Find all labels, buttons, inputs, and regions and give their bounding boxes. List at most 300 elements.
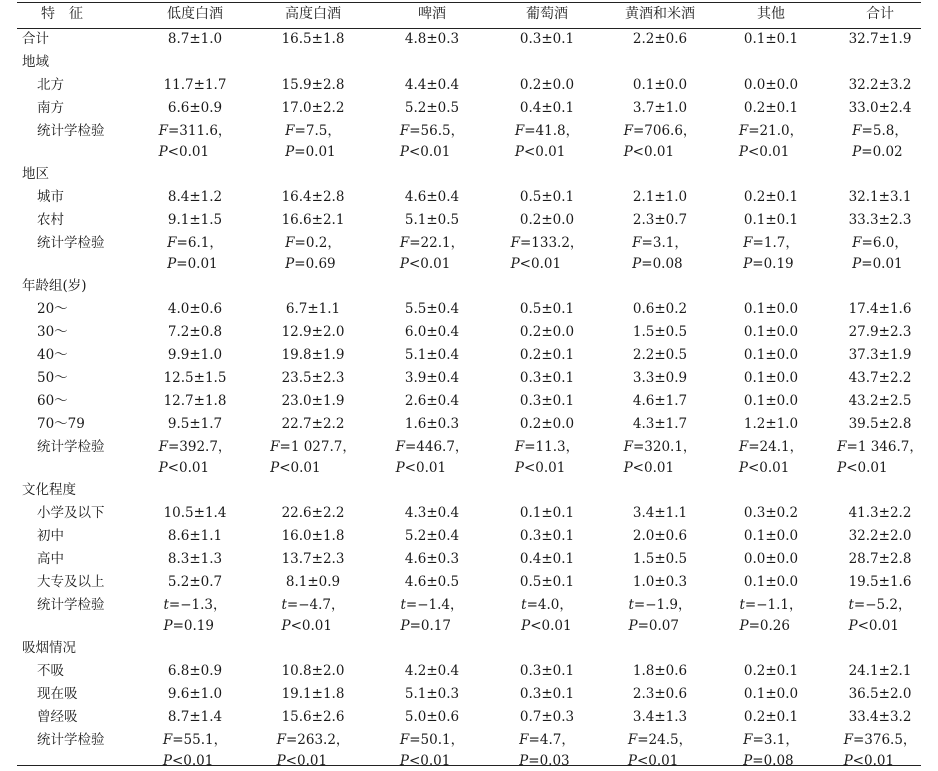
stat-symbol: F — [632, 235, 642, 251]
stat-cell — [396, 437, 469, 478]
stat-value: =320.1， — [632, 439, 697, 455]
p-value: <0.01 — [636, 752, 679, 769]
stat-value: =446.7， — [404, 439, 469, 455]
stat-cell — [163, 595, 226, 636]
stat-symbol: t — [281, 597, 287, 613]
stat-value: =0.2， — [294, 235, 341, 251]
stat-cell — [163, 730, 227, 771]
table-cell: 23.5±2.3 — [281, 370, 345, 386]
stat-value: =−1.1， — [744, 597, 803, 613]
table-cell: 5.2±0.5 — [404, 100, 460, 116]
table-cell: 24.1±2.1 — [848, 663, 912, 679]
stat-symbol: F — [738, 123, 749, 139]
stat-value: =1 346.7， — [846, 439, 923, 455]
stat-cell — [628, 730, 692, 771]
table-cell: 4.3±0.4 — [404, 505, 460, 521]
p-symbol: P — [510, 255, 520, 272]
table-cell: 4.6±1.7 — [632, 393, 688, 409]
table-cell: 8.1±0.9 — [285, 574, 341, 590]
p-value: =0.03 — [528, 752, 570, 769]
table-cell: 0.0±0.0 — [743, 77, 799, 93]
table-cell: 0.2±0.1 — [743, 189, 799, 205]
stat-cell — [739, 437, 803, 478]
table-cell: 4.4±0.4 — [404, 77, 460, 93]
p-symbol: P — [852, 255, 862, 272]
stat-symbol: F — [285, 235, 295, 251]
stat-symbol: F — [167, 235, 177, 251]
stat-symbol: F — [623, 439, 633, 455]
stat-cell — [848, 595, 911, 636]
stat-symbol: F — [399, 235, 410, 251]
table-cell: 0.3±0.1 — [519, 686, 575, 702]
row-label: 现在吸 — [37, 686, 78, 702]
table-cell: 1.2±1.0 — [743, 416, 799, 432]
table-cell: 5.5±0.4 — [404, 301, 460, 317]
table-cell: 19.8±1.9 — [281, 347, 345, 363]
table-cell: 5.2±0.4 — [404, 528, 460, 544]
row-label: 不吸 — [37, 663, 64, 679]
table-cell: 0.0±0.0 — [743, 551, 799, 567]
table-cell: 0.3±0.1 — [519, 528, 575, 544]
p-symbol: P — [162, 752, 172, 769]
table-cell: 2.3±0.6 — [632, 686, 688, 702]
table-cell: 2.6±0.4 — [404, 393, 460, 409]
stat-test-label: 统计学检验 — [37, 123, 105, 139]
p-value: =0.69 — [294, 255, 336, 272]
group-label: 吸烟情况 — [22, 640, 76, 656]
table-cell: 3.3±0.9 — [632, 370, 688, 386]
stat-symbol: t — [628, 597, 634, 613]
group-label: 地区 — [22, 166, 49, 182]
table-cell: 9.1±1.5 — [167, 212, 223, 228]
table-cell: 15.9±2.8 — [281, 77, 345, 93]
group-label: 文化程度 — [22, 482, 76, 498]
stat-value: =376.5， — [852, 732, 917, 748]
p-symbol: P — [843, 752, 853, 769]
stat-test-label: 统计学检验 — [37, 732, 105, 748]
stat-value: =−1.9， — [633, 597, 692, 613]
table-cell: 0.2±0.0 — [519, 212, 575, 228]
stat-cell — [400, 730, 464, 771]
table-cell: 1.0±0.3 — [632, 574, 688, 590]
stat-cell — [277, 730, 350, 771]
stat-cell — [739, 121, 803, 162]
table-cell: 0.3±0.2 — [743, 505, 799, 521]
p-symbol: P — [163, 617, 173, 634]
p-value: =0.26 — [748, 617, 790, 634]
row-label: 农村 — [37, 212, 64, 228]
stat-cell — [837, 437, 923, 478]
table-cell: 33.0±2.4 — [848, 100, 912, 116]
stat-cell — [519, 730, 575, 771]
stat-symbol: F — [285, 123, 295, 139]
table-cell: 4.6±0.5 — [404, 574, 460, 590]
group-label: 年龄组(岁) — [22, 278, 87, 294]
table-cell: 8.6±1.1 — [167, 528, 223, 544]
stat-value: =263.2， — [285, 732, 350, 748]
p-value: =0.02 — [861, 143, 903, 160]
table-cell: 17.4±1.6 — [848, 301, 912, 317]
p-symbol: P — [158, 143, 168, 160]
table-cell: 0.1±0.1 — [519, 505, 575, 521]
p-value: <0.01 — [852, 752, 895, 769]
p-value: <0.01 — [167, 459, 210, 476]
stat-value: =7.5， — [294, 123, 341, 139]
stat-cell — [624, 437, 697, 478]
stat-cell — [285, 233, 341, 274]
table-cell: 0.1±0.0 — [743, 574, 799, 590]
stat-test-label: 统计学检验 — [37, 439, 105, 455]
column-header: 高度白酒 — [285, 6, 341, 22]
row-label: 40～ — [37, 347, 68, 363]
table-cell: 37.3±1.9 — [848, 347, 912, 363]
table-header-rule — [17, 28, 921, 29]
p-symbol: P — [514, 459, 524, 476]
stat-value: =11.3， — [524, 439, 580, 455]
table-cell: 15.6±2.6 — [281, 709, 345, 725]
table-cell: 32.2±3.2 — [848, 77, 912, 93]
table-cell: 8.3±1.3 — [167, 551, 223, 567]
table-cell: 0.1±0.0 — [743, 393, 799, 409]
table-cell: 33.3±2.3 — [848, 212, 912, 228]
stat-cell — [270, 437, 356, 478]
table-cell: 7.2±0.8 — [167, 324, 223, 340]
stat-value: =−5.2， — [853, 597, 912, 613]
table-cell: 9.5±1.7 — [167, 416, 223, 432]
stat-symbol: F — [510, 235, 520, 251]
table-cell: 6.7±1.1 — [285, 301, 341, 317]
stat-symbol: F — [738, 439, 749, 455]
stat-cell — [739, 595, 802, 636]
table-cell: 41.3±2.2 — [848, 505, 912, 521]
stat-cell — [167, 233, 223, 274]
row-label: 60～ — [37, 393, 68, 409]
table-cell: 0.3±0.1 — [519, 370, 575, 386]
table-cell: 4.3±1.7 — [632, 416, 688, 432]
row-label: 大专及以上 — [37, 574, 105, 590]
stat-symbol: F — [623, 123, 633, 139]
table-cell: 8.7±1.4 — [167, 709, 223, 725]
p-value: <0.01 — [408, 143, 451, 160]
stat-cell — [521, 595, 573, 636]
p-symbol: P — [276, 752, 286, 769]
p-symbol: P — [743, 255, 753, 272]
stat-cell — [515, 437, 579, 478]
table-cell: 3.9±0.4 — [404, 370, 460, 386]
stat-symbol: F — [395, 439, 405, 455]
table-cell: 23.0±1.9 — [281, 393, 345, 409]
stat-symbol: t — [400, 597, 406, 613]
stat-cell — [852, 121, 908, 162]
table-cell: 1.5±0.5 — [632, 324, 688, 340]
p-value: <0.01 — [523, 459, 566, 476]
table-cell: 0.3±0.1 — [519, 663, 575, 679]
stat-symbol: F — [743, 732, 753, 748]
stat-value: =3.1， — [752, 732, 799, 748]
p-value: <0.01 — [404, 459, 447, 476]
p-value: <0.01 — [530, 617, 572, 634]
stat-cell — [632, 233, 688, 274]
p-symbol: P — [848, 617, 858, 634]
stat-value: =−1.4， — [405, 597, 464, 613]
p-value: =0.19 — [172, 617, 214, 634]
stat-value: =3.1， — [641, 235, 688, 251]
table-cell: 11.7±1.7 — [163, 77, 227, 93]
p-value: <0.01 — [167, 143, 210, 160]
p-symbol: P — [158, 459, 168, 476]
stat-symbol: F — [276, 732, 286, 748]
table-cell: 12.9±2.0 — [281, 324, 345, 340]
p-symbol: P — [738, 459, 748, 476]
table-cell: 3.4±1.1 — [632, 505, 688, 521]
p-value: <0.01 — [632, 143, 675, 160]
stat-symbol: F — [270, 439, 280, 455]
table-cell: 0.1±0.0 — [743, 370, 799, 386]
stat-cell — [159, 437, 232, 478]
table-cell: 0.2±0.1 — [743, 709, 799, 725]
stat-cell — [628, 595, 691, 636]
stat-value: =21.0， — [748, 123, 804, 139]
stat-symbol: F — [627, 732, 638, 748]
row-label: 曾经吸 — [37, 709, 78, 725]
table-cell: 0.4±0.1 — [519, 551, 575, 567]
table-cell: 1.5±0.5 — [632, 551, 688, 567]
p-value: =0.17 — [409, 617, 451, 634]
stat-symbol: F — [399, 732, 410, 748]
stat-symbol: F — [843, 732, 853, 748]
stat-value: =4.7， — [528, 732, 575, 748]
table-cell: 0.4±0.1 — [519, 100, 575, 116]
stat-value: =133.2， — [519, 235, 584, 251]
stat-cell — [400, 121, 464, 162]
table-cell: 9.9±1.0 — [167, 347, 223, 363]
table-cell: 9.6±1.0 — [167, 686, 223, 702]
header-feature: 特 征 — [41, 6, 83, 22]
table-cell: 8.7±1.0 — [167, 31, 223, 47]
stat-cell — [844, 730, 917, 771]
stat-symbol: F — [852, 235, 862, 251]
stat-symbol: F — [852, 123, 862, 139]
p-symbol: P — [285, 143, 295, 160]
stat-cell — [159, 121, 232, 162]
table-cell: 19.1±1.8 — [281, 686, 345, 702]
row-label: 合计 — [22, 31, 49, 47]
table-cell: 33.4±3.2 — [848, 709, 912, 725]
stat-symbol: F — [514, 439, 525, 455]
stat-value: =1.7， — [752, 235, 799, 251]
stat-symbol: t — [848, 597, 854, 613]
p-value: <0.01 — [408, 255, 451, 272]
stat-cell — [281, 595, 344, 636]
table-cell: 0.2±0.1 — [743, 663, 799, 679]
table-cell: 8.4±1.2 — [167, 189, 223, 205]
p-value: <0.01 — [171, 752, 214, 769]
table-cell: 2.3±0.7 — [632, 212, 688, 228]
stat-value: =56.5， — [409, 123, 465, 139]
stat-value: =706.6， — [632, 123, 697, 139]
table-cell: 13.7±2.3 — [281, 551, 345, 567]
table-cell: 16.5±1.8 — [281, 31, 345, 47]
stat-cell — [285, 121, 341, 162]
p-symbol: P — [399, 255, 409, 272]
p-symbol: P — [285, 255, 295, 272]
p-value: =0.08 — [752, 752, 794, 769]
stat-value: =1 027.7， — [279, 439, 356, 455]
p-value: <0.01 — [632, 459, 675, 476]
p-symbol: P — [632, 255, 642, 272]
p-symbol: P — [521, 617, 531, 634]
table-cell: 32.2±2.0 — [848, 528, 912, 544]
table-cell: 0.6±0.2 — [632, 301, 688, 317]
table-cell: 0.5±0.1 — [519, 574, 575, 590]
table-cell: 32.7±1.9 — [848, 31, 912, 47]
table-cell: 0.1±0.0 — [743, 301, 799, 317]
stat-value: =311.6， — [167, 123, 232, 139]
p-value: =0.07 — [637, 617, 679, 634]
stat-cell — [511, 233, 584, 274]
table-cell: 0.3±0.1 — [519, 393, 575, 409]
p-symbol: P — [837, 459, 847, 476]
stat-test-label: 统计学检验 — [37, 235, 105, 251]
table-cell: 16.4±2.8 — [281, 189, 345, 205]
table-cell: 0.1±0.0 — [743, 324, 799, 340]
p-value: <0.01 — [747, 143, 790, 160]
p-symbol: P — [399, 143, 409, 160]
p-symbol: P — [628, 617, 638, 634]
stat-value: =−4.7， — [286, 597, 345, 613]
p-symbol: P — [270, 459, 280, 476]
table-cell: 39.5±2.8 — [848, 416, 912, 432]
column-header: 黄酒和米酒 — [625, 6, 695, 22]
p-symbol: P — [623, 459, 633, 476]
table-cell: 2.0±0.6 — [632, 528, 688, 544]
p-symbol: P — [852, 143, 862, 160]
p-value: =0.08 — [641, 255, 683, 272]
column-header: 低度白酒 — [167, 6, 223, 22]
table-cell: 1.8±0.6 — [632, 663, 688, 679]
stat-value: =41.8， — [524, 123, 580, 139]
table-cell: 0.1±0.0 — [743, 528, 799, 544]
p-symbol: P — [627, 752, 637, 769]
table-cell: 6.0±0.4 — [404, 324, 460, 340]
stat-value: =22.1， — [409, 235, 465, 251]
table-cell: 5.1±0.5 — [404, 212, 460, 228]
stat-symbol: t — [163, 597, 169, 613]
row-label: 北方 — [37, 77, 64, 93]
table-cell: 4.2±0.4 — [404, 663, 460, 679]
table-cell: 43.7±2.2 — [848, 370, 912, 386]
group-label: 地域 — [22, 54, 49, 70]
table-cell: 5.1±0.4 — [404, 347, 460, 363]
stat-symbol: F — [837, 439, 847, 455]
table-top-rule — [17, 2, 921, 3]
table-cell: 19.5±1.6 — [848, 574, 912, 590]
p-symbol: P — [623, 143, 633, 160]
table-cell: 2.2±0.6 — [632, 31, 688, 47]
table-cell: 4.6±0.4 — [404, 189, 460, 205]
table-cell: 0.1±0.0 — [743, 686, 799, 702]
p-value: <0.01 — [846, 459, 888, 476]
column-header: 其他 — [757, 6, 785, 22]
stat-symbol: t — [521, 597, 527, 613]
stat-cell — [400, 233, 464, 274]
table-cell: 27.9±2.3 — [848, 324, 912, 340]
table-cell: 0.1±0.1 — [743, 31, 799, 47]
column-header: 葡萄酒 — [526, 6, 568, 22]
stat-symbol: t — [739, 597, 745, 613]
stat-symbol: F — [399, 123, 410, 139]
stat-symbol: F — [743, 235, 753, 251]
p-value: <0.01 — [523, 143, 566, 160]
p-value: <0.01 — [519, 255, 562, 272]
p-value: <0.01 — [747, 459, 790, 476]
table-cell: 12.7±1.8 — [163, 393, 227, 409]
table-cell: 1.6±0.3 — [404, 416, 460, 432]
p-symbol: P — [400, 617, 410, 634]
stat-symbol: F — [158, 123, 168, 139]
stat-value: =50.1， — [409, 732, 465, 748]
row-label: 30～ — [37, 324, 68, 340]
table-cell: 0.2±0.0 — [519, 77, 575, 93]
table-cell: 36.5±2.0 — [848, 686, 912, 702]
stat-value: =24.5， — [637, 732, 693, 748]
stat-value: =4.0， — [526, 597, 573, 613]
p-symbol: P — [739, 617, 749, 634]
table-cell: 22.7±2.2 — [281, 416, 345, 432]
p-value: <0.01 — [857, 617, 899, 634]
table-cell: 16.6±2.1 — [281, 212, 345, 228]
stat-value: =55.1， — [172, 732, 228, 748]
stat-cell — [515, 121, 579, 162]
p-value: =0.01 — [861, 255, 903, 272]
table-cell: 0.1±0.1 — [743, 212, 799, 228]
table-cell: 22.6±2.2 — [281, 505, 345, 521]
table-cell: 0.1±0.0 — [632, 77, 688, 93]
p-symbol: P — [167, 255, 177, 272]
p-value: =0.01 — [176, 255, 218, 272]
table-cell: 0.7±0.3 — [519, 709, 575, 725]
p-symbol: P — [281, 617, 291, 634]
p-symbol: P — [514, 143, 524, 160]
stat-symbol: F — [158, 439, 168, 455]
table-cell: 17.0±2.2 — [281, 100, 345, 116]
row-label: 高中 — [37, 551, 64, 567]
table-cell: 16.0±1.8 — [281, 528, 345, 544]
row-label: 50～ — [37, 370, 68, 386]
stat-symbol: F — [162, 732, 173, 748]
table-cell: 0.5±0.1 — [519, 189, 575, 205]
row-label: 小学及以下 — [37, 505, 105, 521]
row-label: 南方 — [37, 100, 64, 116]
stat-cell — [852, 233, 908, 274]
p-value: =0.01 — [294, 143, 336, 160]
stat-value: =392.7， — [167, 439, 232, 455]
p-value: <0.01 — [290, 617, 332, 634]
stat-cell — [400, 595, 463, 636]
p-value: <0.01 — [408, 752, 451, 769]
table-cell: 0.2±0.0 — [519, 416, 575, 432]
table-cell: 5.2±0.7 — [167, 574, 223, 590]
table-cell: 0.5±0.1 — [519, 301, 575, 317]
table-cell: 5.0±0.6 — [404, 709, 460, 725]
stat-value: =6.0， — [861, 235, 908, 251]
p-symbol: P — [399, 752, 409, 769]
p-symbol: P — [519, 752, 529, 769]
stat-cell — [624, 121, 697, 162]
table-cell: 5.1±0.3 — [404, 686, 460, 702]
table-cell: 4.6±0.3 — [404, 551, 460, 567]
row-label: 城市 — [37, 189, 64, 205]
